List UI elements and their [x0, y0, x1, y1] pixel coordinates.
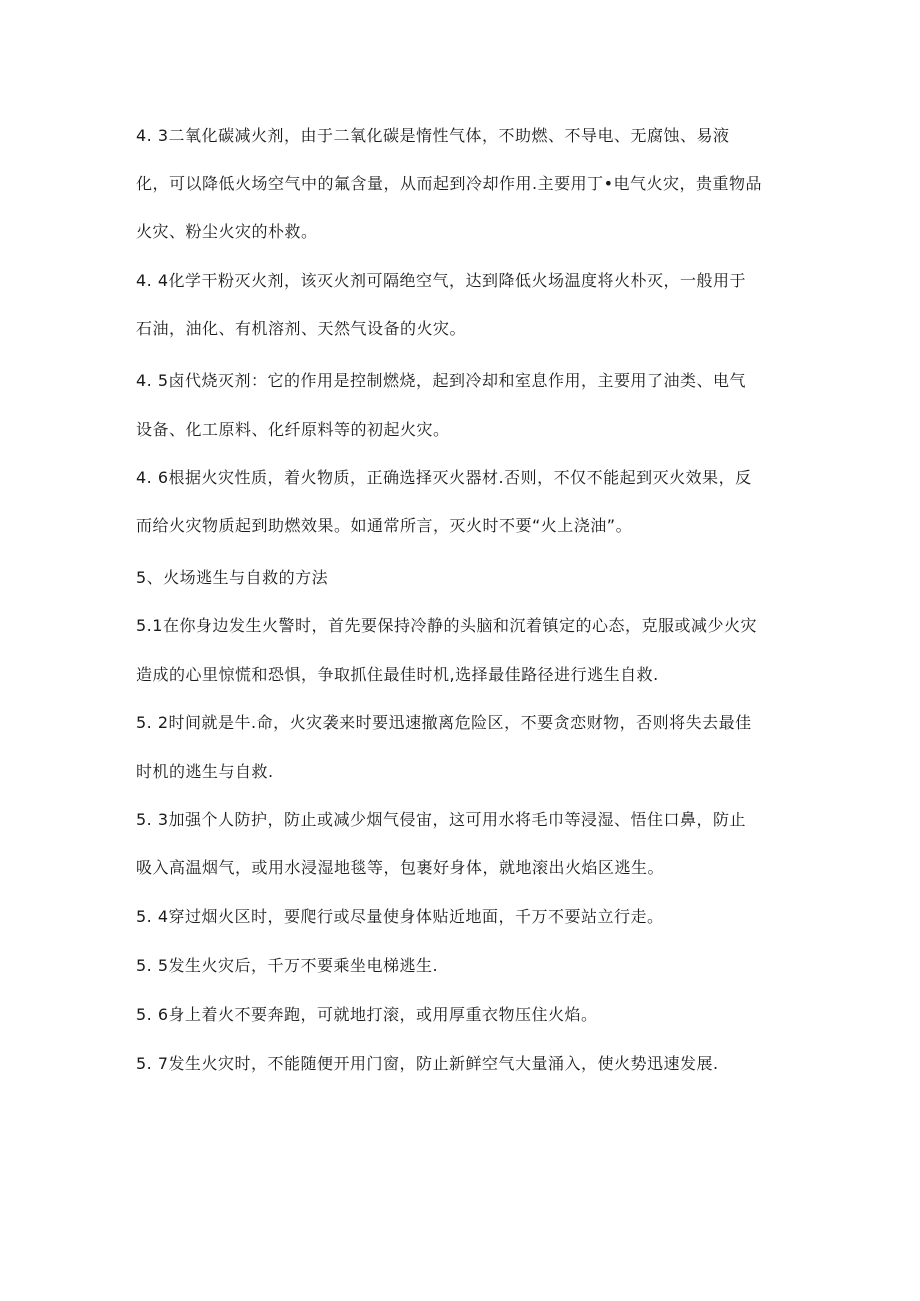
text-line: 5. 5发生火灾后，千万不要乘坐电梯逃生.: [136, 956, 439, 975]
text-line: 造成的心里惊慌和恐惧，争取抓住最佳时机,选择最佳路径进行逃生自救.: [136, 665, 659, 684]
text-line: 5. 7发生火灾时，不能随便开用门窗，防止新鲜空气大量涌入，使火势迅速发展.: [136, 1054, 719, 1073]
text-line: 5. 4穿过烟火区时，要爬行或尽量使身体贴近地面，千万不要站立行走。: [136, 907, 664, 926]
text-line: 4. 6根据火灾性质，着火物质，正确选择灭火器材.否则，不仅不能起到灭火效果，反: [136, 468, 752, 487]
text-line: 设备、化工原料、化纤原料等的初起火灾。: [136, 420, 450, 439]
text-line: 化，可以降低火场空气中的氟含量，从而起到冷却作用.主要用丁•电气火灾，贵重物品: [136, 174, 763, 193]
text-line: 5. 6身上着火不要奔跑，可就地打滚，或用厚重衣物压住火焰。: [136, 1005, 598, 1024]
text-line: 吸入高温烟气，或用水浸湿地毯等，包裹好身体，就地滚出火焰区逃生。: [136, 858, 665, 877]
text-line: 4. 3二氧化碳减火剂，由于二氧化碳是惰性气体，不助燃、不导电、无腐蚀、易液: [136, 126, 730, 145]
text-line: 4. 4化学干粉灭火剂，该灭火剂可隔绝空气，达到降低火场温度将火朴灭，一般用于: [136, 271, 747, 290]
text-line: 石油，油化、有机溶剂、天然气设备的火灾。: [136, 319, 467, 338]
text-line: 5.1在你身边发生火警时，首先要保持冷静的头脑和沉着镇定的心态，克服或减少火灾: [136, 616, 757, 635]
text-line: 火灾、粉尘火灾的朴救。: [136, 222, 318, 241]
text-line: 4. 5卤代烧灭剂：它的作用是控制燃烧，起到冷却和室息作用，主要用了油类、电气: [136, 371, 747, 390]
text-line: 5. 2时间就是牛.命，火灾袭来时要迅速撤离危险区，不要贪恋财物，否则将失去最佳: [136, 713, 752, 732]
text-line: 5. 3加强个人防护，防止或减少烟气侵宙，这可用水将毛巾等浸湿、悟住口鼻，防止: [136, 810, 747, 829]
section-heading: 5、火场逃生与自救的方法: [136, 568, 329, 587]
text-line: 而给火灾物质起到助燃效果。如通常所言，灭火时不要“火上浇油”。: [136, 516, 633, 535]
text-line: 时机的逃生与自救.: [136, 762, 274, 781]
